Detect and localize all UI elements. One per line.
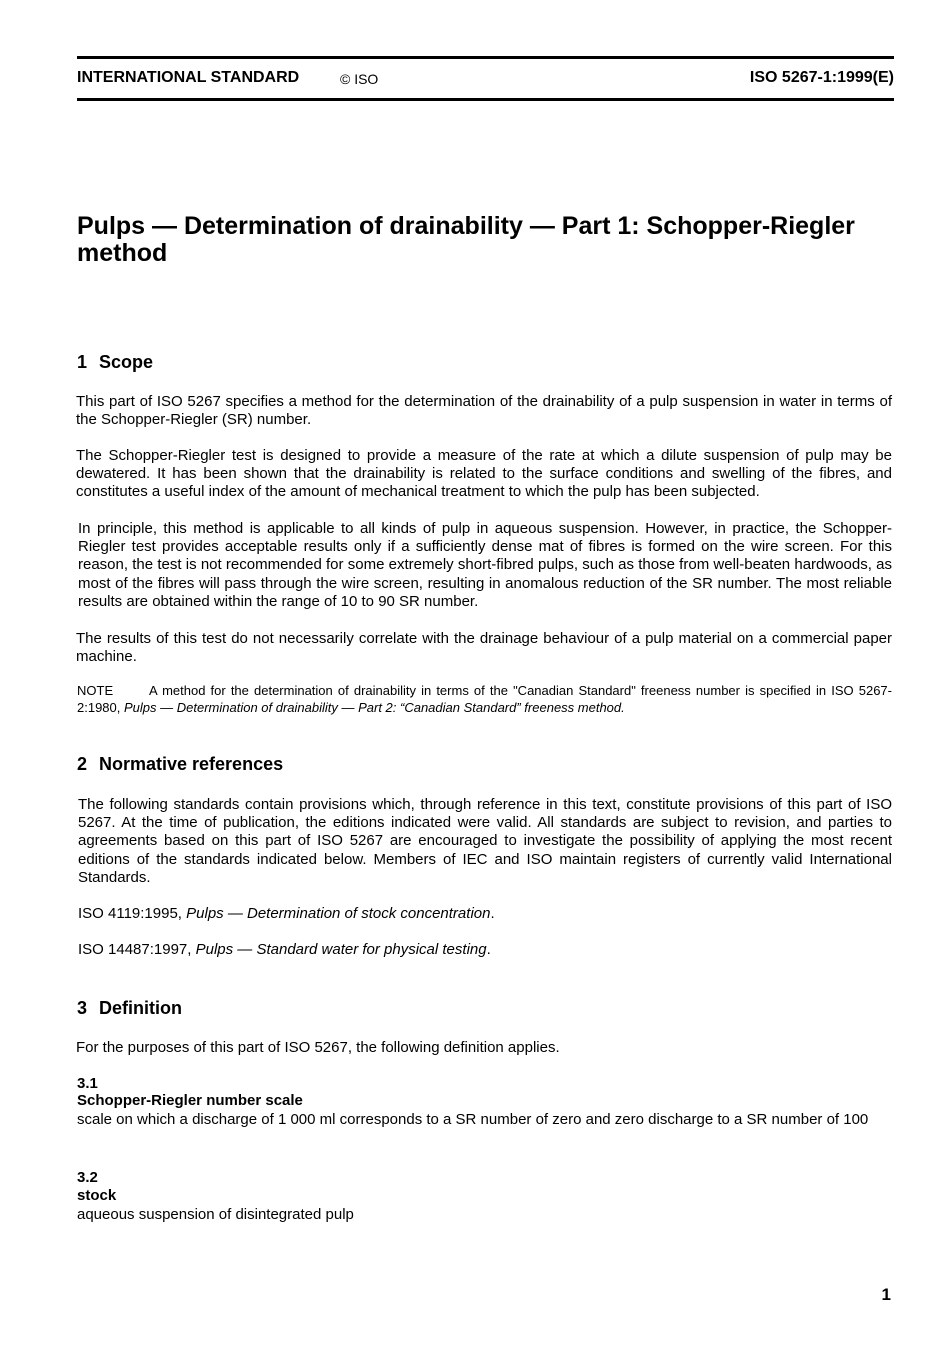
header-bottom-rule	[77, 98, 894, 101]
header-doc-id: ISO 5267-1:1999(E)	[749, 69, 894, 86]
section-title: Normative references	[99, 754, 284, 774]
scope-paragraph-1: This part of ISO 5267 specifies a method for the determination of the drainability of a pulp suspension in water in terms of the Schopper-Riegler (SR) number.	[76, 393, 892, 429]
section-heading-definition	[77, 997, 182, 1019]
section-title: Scope	[99, 352, 154, 372]
term-number: 3.1	[77, 1075, 98, 1092]
header-top-rule	[77, 56, 894, 59]
term-number: 3.2	[77, 1169, 98, 1186]
reference-title: Pulps — Standard water for physical testing	[195, 941, 487, 958]
document-title: Pulps — Determination of drainability — Part 1: Schopper-Riegler method	[77, 212, 855, 267]
scope-paragraph-4: The results of this test do not necessarily correlate with the drainage behaviour of a pulp material on a commercial paper machine.	[76, 630, 892, 666]
header-label: INTERNATIONAL STANDARD	[77, 69, 300, 86]
section-heading-scope	[77, 351, 153, 373]
page-number: 1	[881, 1285, 891, 1304]
reference-end: .	[486, 941, 491, 958]
normative-reference-item	[78, 941, 491, 959]
reference-code: ISO 14487:1997,	[78, 941, 192, 958]
scope-paragraph-3: In principle, this method is applicable to all kinds of pulp in aqueous suspension. However, in practice, the Schopper-Riegler test provides acceptable results only if a sufficiently dense mat of fibres is formed on the wire screen. For this reason, the test is not recommended for some extremely short-fibred pulps, such as those from well-beaten hardwoods, as most of the fibres will pass through the wire screen, resulting in anomalous reduction of the SR number. The most reliable results are obtained within the range of 10 to 90 SR number.	[78, 520, 892, 610]
scope-paragraph-2: The Schopper-Riegler test is designed to provide a measure of the rate at which a dilute suspension of pulp may be dewatered. It has been shown that the drainability is related to the surface conditions and swelling of the fibres, and constitutes a useful index of the amount of mechanical treatment to which the pulp has been subjected.	[76, 447, 892, 501]
term-definition: scale on which a discharge of 1 000 ml corresponds to a SR number of zero and zero discharge to a SR number of 100	[77, 1111, 869, 1128]
section-title: Definition	[99, 998, 182, 1018]
normative-paragraph: The following standards contain provisions which, through reference in this text, constitute provisions of this part of ISO 5267. At the time of publication, the editions indicated were valid. All standards are subject to revision, and parties to agreements based on this part of ISO 5267 are encouraged to investigate the possibility of applying the most recent editions of the standards indicated below. Members of IEC and ISO maintain registers of currently valid International Standards.	[78, 796, 892, 886]
scope-note	[77, 683, 892, 716]
definition-intro: For the purposes of this part of ISO 5267, the following definition applies.	[76, 1039, 560, 1056]
term-name: Schopper-Riegler number scale	[77, 1092, 303, 1109]
note-label: NOTE	[77, 683, 114, 698]
term-name: stock	[77, 1187, 117, 1204]
section-heading-normative-references	[77, 753, 283, 775]
running-header	[77, 69, 894, 91]
normative-reference-item	[78, 905, 495, 923]
note-italic-title: Pulps — Determination of drainability — Part 2: “Canadian Standard” freeness method.	[124, 699, 625, 715]
section-number: 1	[77, 352, 88, 372]
section-number: 2	[77, 754, 88, 774]
header-copyright: © ISO	[340, 71, 379, 87]
note-text: A method for the determination of drainability in terms of the "Canadian Standard" freeness number is specified in ISO 5267-2:1980,	[77, 683, 892, 715]
term-definition: aqueous suspension of disintegrated pulp	[77, 1206, 354, 1223]
reference-title: Pulps — Determination of stock concentration	[186, 905, 491, 922]
reference-end: .	[490, 905, 495, 922]
section-number: 3	[77, 998, 88, 1018]
reference-code: ISO 4119:1995,	[78, 905, 182, 922]
